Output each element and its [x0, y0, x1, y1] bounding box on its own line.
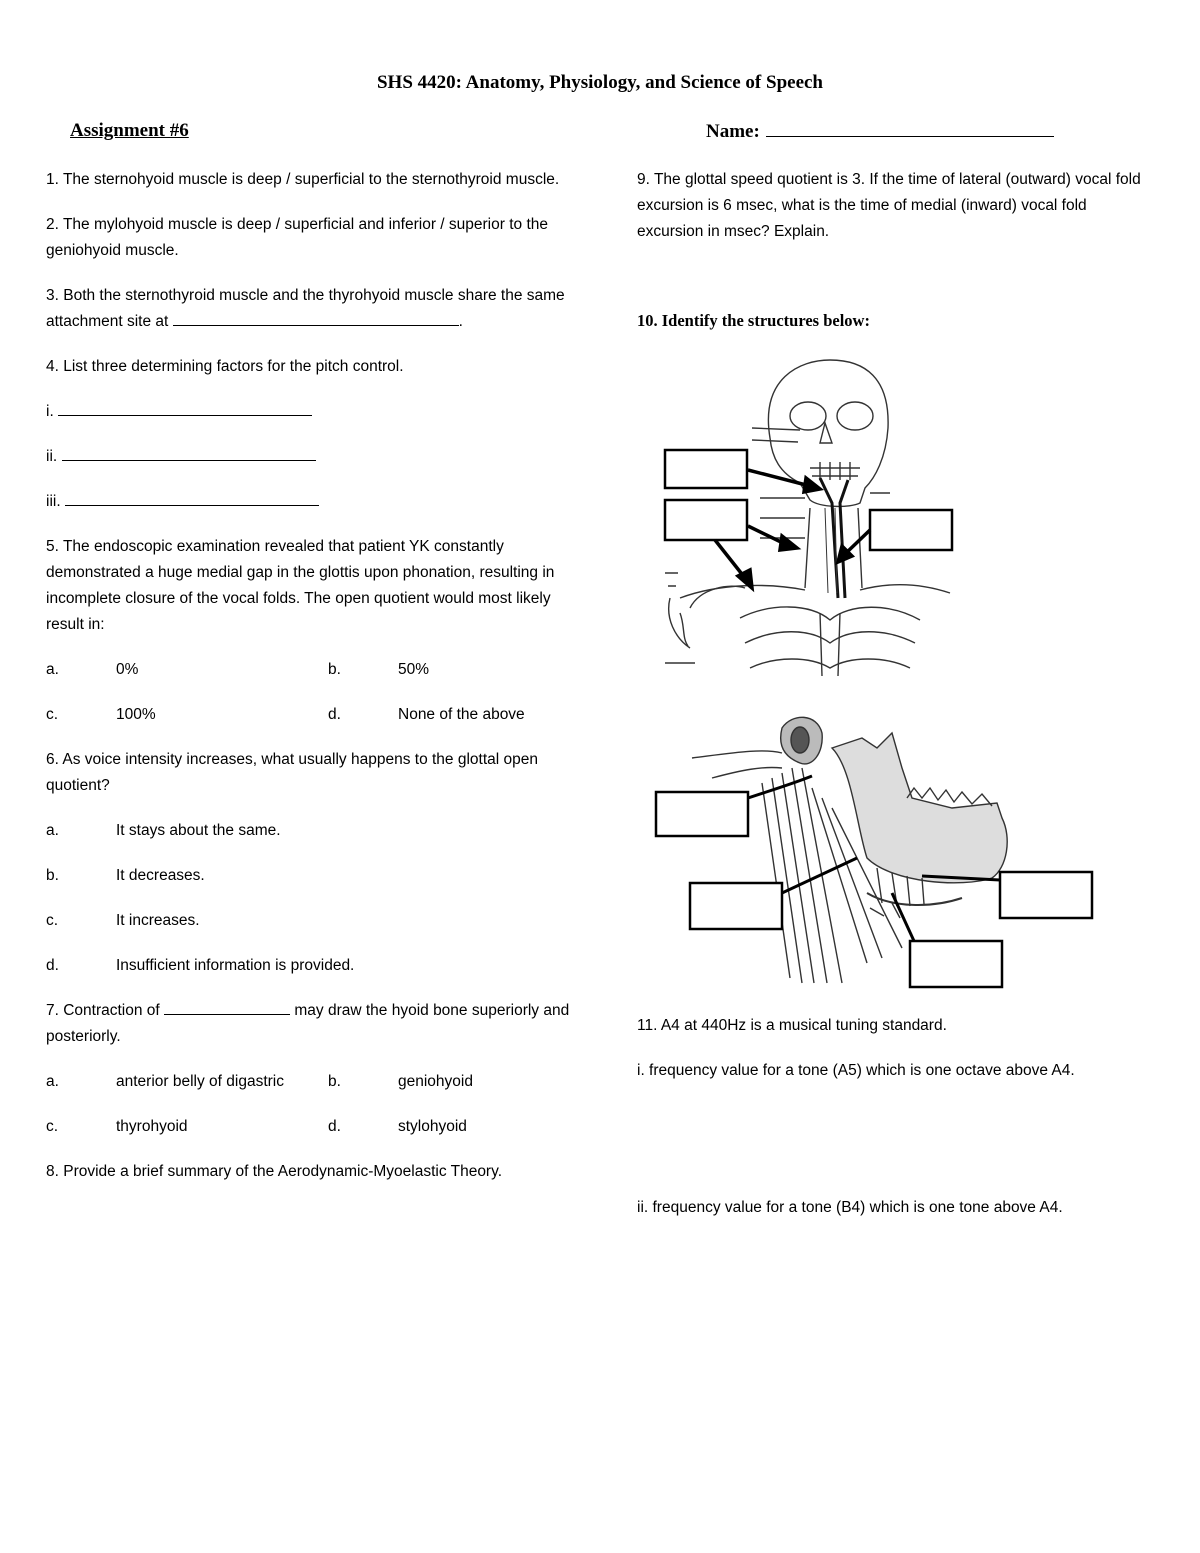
left-column: [46, 167, 581, 1204]
assignment-label: Assignment #6: [70, 120, 189, 141]
question-9: 9. The glottal speed quotient is 3. If the time of lateral (outward) vocal fold excursion is 6 msec, what is the time of medial (inward) vocal fold excursion in msec? Explain.: [637, 171, 1141, 240]
name-label: Name:: [706, 121, 760, 142]
name-field[interactable]: [706, 120, 1054, 143]
q4-item-label: i.: [46, 403, 54, 420]
question-3-end: .: [458, 313, 463, 330]
question-5: 5. The endoscopic examination revealed that patient YK constantly demonstrated a huge medial gap in the glottis upon phonation, resulting in incomplete closure of the vocal folds. The open quotient would most likely result in:: [46, 538, 555, 633]
option-letter: a.: [46, 822, 59, 839]
option-letter: a.: [46, 1073, 59, 1090]
option-text[interactable]: Insufficient information is provided.: [116, 957, 355, 974]
option-text[interactable]: None of the above: [398, 706, 525, 723]
option-letter: d.: [328, 1118, 341, 1135]
option-text[interactable]: It increases.: [116, 912, 200, 929]
option-letter: a.: [46, 661, 59, 678]
option-letter: c.: [46, 912, 59, 929]
label-box[interactable]: [690, 883, 782, 929]
question-8: 8. Provide a brief summary of the Aerodynamic-Myoelastic Theory.: [46, 1163, 503, 1180]
q5-options-row-2: [46, 702, 581, 728]
option-text[interactable]: 0%: [116, 661, 139, 678]
question-6: 6. As voice intensity increases, what usually happens to the glottal open quotient?: [46, 751, 538, 794]
option-letter: d.: [46, 957, 59, 974]
question-11: 11. A4 at 440Hz is a musical tuning standard.: [637, 1017, 947, 1034]
q4-item-label: iii.: [46, 493, 61, 510]
question-3: [46, 283, 581, 335]
option-letter: b.: [328, 661, 341, 678]
page-title: SHS 4420: Anatomy, Physiology, and Science of Speech: [376, 72, 824, 93]
answer-blank-7[interactable]: [164, 998, 290, 1015]
q4-item-ii: [46, 444, 581, 470]
option-letter: d.: [328, 706, 341, 723]
neck-muscles-figure: [660, 358, 960, 678]
answer-blank-3[interactable]: [173, 309, 459, 326]
q6-option-a: [46, 818, 581, 844]
option-letter: c.: [46, 1118, 59, 1135]
q5-options-row-1: [46, 657, 581, 683]
q4-item-i: [46, 399, 581, 425]
option-letter: b.: [46, 867, 59, 884]
question-11-block: [637, 1013, 1177, 1240]
q4-item-label: ii.: [46, 448, 58, 465]
option-letter: c.: [46, 706, 59, 723]
question-10: 10. Identify the structures below:: [637, 311, 870, 330]
option-text[interactable]: stylohyoid: [398, 1118, 467, 1135]
answer-blank-4iii[interactable]: [65, 489, 319, 506]
label-box[interactable]: [665, 500, 747, 540]
option-text[interactable]: geniohyoid: [398, 1073, 473, 1090]
q6-option-d: [46, 953, 581, 979]
option-letter: b.: [328, 1073, 341, 1090]
label-box[interactable]: [656, 792, 748, 836]
q7-options-row-2: [46, 1114, 581, 1140]
right-column: [637, 167, 1157, 353]
question-3-text: 3. Both the sternothyroid muscle and the thyrohyoid muscle share the same attachment site at: [46, 287, 565, 330]
option-text[interactable]: anterior belly of digastric: [116, 1073, 284, 1090]
question-11-ii: ii. frequency value for a tone (B4) which is one tone above A4.: [637, 1199, 1063, 1216]
question-4: 4. List three determining factors for the pitch control.: [46, 358, 404, 375]
label-box[interactable]: [665, 450, 747, 488]
question-2: 2. The mylohyoid muscle is deep / superficial and inferior / superior to the geniohyoid muscle.: [46, 216, 548, 259]
answer-blank-4ii[interactable]: [62, 444, 316, 461]
option-text[interactable]: It stays about the same.: [116, 822, 281, 839]
question-7-text-end: may draw the hyoid bone superiorly and posteriorly.: [46, 1002, 570, 1045]
option-text[interactable]: 100%: [116, 706, 156, 723]
answer-blank-4i[interactable]: [58, 399, 312, 416]
option-text[interactable]: thyrohyoid: [116, 1118, 188, 1135]
name-blank[interactable]: [766, 120, 1054, 137]
q6-option-b: [46, 863, 581, 889]
q4-item-iii: [46, 489, 581, 515]
q7-options-row-1: [46, 1069, 581, 1095]
option-text[interactable]: 50%: [398, 661, 430, 678]
jaw-muscles-figure: [652, 708, 1100, 990]
question-7-text: 7. Contraction of: [46, 1002, 160, 1019]
q6-option-c: [46, 908, 581, 934]
label-box[interactable]: [1000, 872, 1092, 918]
option-text[interactable]: It decreases.: [116, 867, 205, 884]
label-box[interactable]: [910, 941, 1002, 987]
label-box[interactable]: [870, 510, 952, 550]
question-7: [46, 998, 581, 1050]
question-11-i: i. frequency value for a tone (A5) which is one octave above A4.: [637, 1062, 1075, 1079]
question-1: 1. The sternohyoid muscle is deep / superficial to the sternothyroid muscle.: [46, 171, 560, 188]
